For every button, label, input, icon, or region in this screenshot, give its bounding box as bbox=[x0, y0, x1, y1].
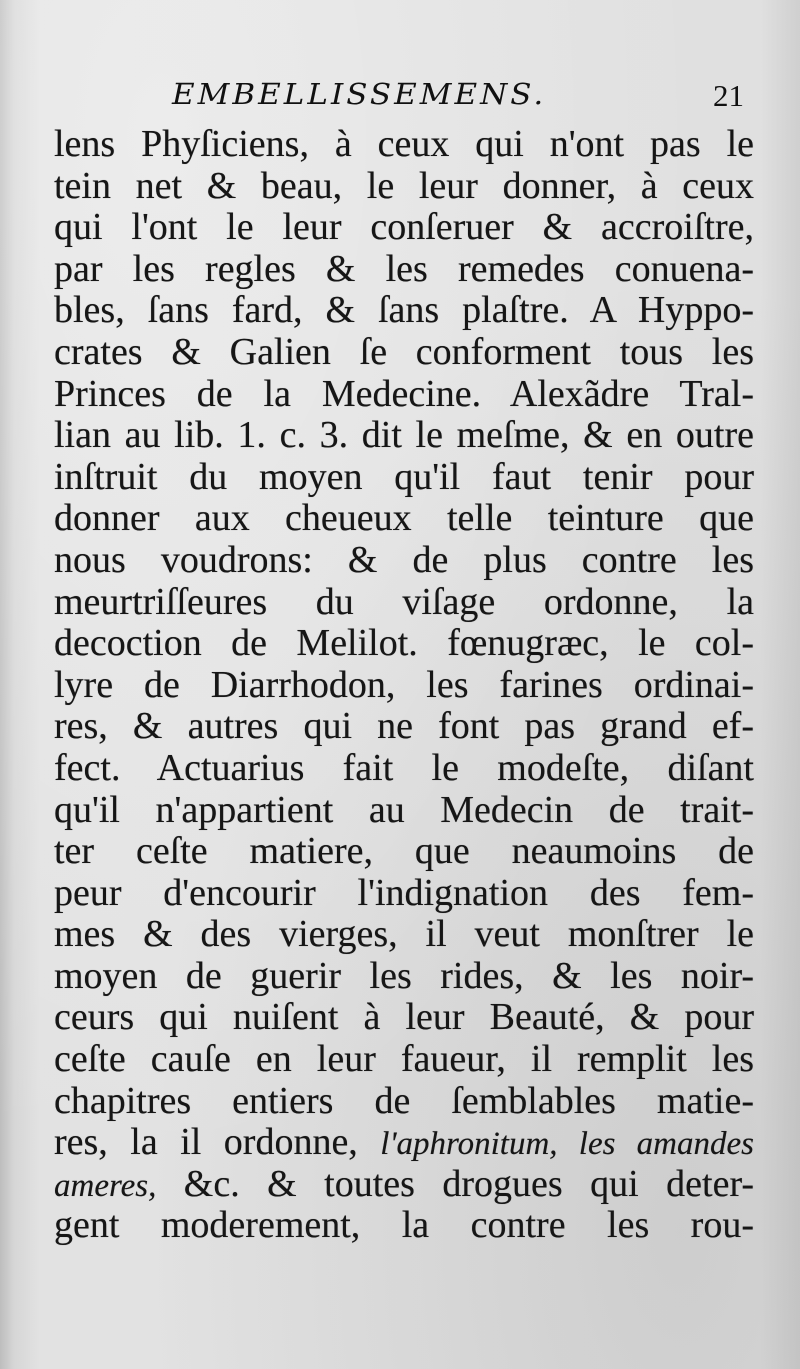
text-line: ceurs qui nuiſent à leur Beauté, & pour bbox=[54, 996, 754, 1039]
text-line: fect. Actuarius fait le modeſte, diſant bbox=[54, 746, 754, 789]
text-line: nous voudrons: & de plus contre les bbox=[54, 538, 754, 581]
plain-text: res, la il ordonne, bbox=[54, 1121, 358, 1164]
text-line: par les regles & les remedes conuena- bbox=[54, 247, 754, 290]
text-line: inſtruit du moyen qu'il faut tenir pour bbox=[54, 455, 754, 498]
text-line: ceſte cauſe en leur faueur, il remplit les bbox=[54, 1038, 754, 1081]
page-number: 21 bbox=[713, 78, 744, 113]
text-line: bles, ſans fard, & ſans plaſtre. A Hyppo- bbox=[54, 289, 754, 332]
text-line: res, & autres qui ne font pas grand ef- bbox=[54, 705, 754, 748]
plain-text: &c. & toutes drogues qui deter- bbox=[183, 1162, 754, 1205]
text-line: chapitres entiers de ſemblables matie- bbox=[54, 1079, 754, 1122]
italic-text: ameres, bbox=[54, 1167, 157, 1204]
text-line: tein net & beau, le leur donner, à ceux bbox=[54, 164, 754, 207]
text-line: donner aux cheueux telle teinture que bbox=[54, 497, 754, 540]
running-head bbox=[172, 78, 752, 118]
text-line: gent moderement, la contre les rou- bbox=[54, 1204, 754, 1247]
text-line: ter ceſte matiere, que neaumoins de bbox=[54, 830, 754, 873]
text-line: meurtriſſeures du viſage ordonne, la bbox=[54, 580, 754, 623]
text-line: lens Phyſiciens, à ceux qui n'ont pas le bbox=[54, 123, 754, 165]
text-line: qu'il n'appartient au Medecin de trait- bbox=[54, 788, 754, 831]
text-line: qui l'ont le leur conſeruer & accroiſtre, bbox=[54, 206, 754, 249]
text-line: decoction de Melilot. fœnugræc, le col- bbox=[54, 622, 754, 665]
text-line-mixed bbox=[54, 1164, 754, 1206]
text-line: lian au lib. 1. c. 3. dit le meſme, & en outre bbox=[54, 414, 754, 457]
text-line: lyre de Diarrhodon, les farines ordinai- bbox=[54, 663, 754, 706]
body-text bbox=[54, 124, 754, 1247]
text-line: Princes de la Medecine. Alexãdre Tral- bbox=[54, 372, 754, 415]
italic-text: l'aphronitum, les amandes bbox=[380, 1126, 754, 1163]
text-line: mes & des vierges, il veut monſtrer le bbox=[54, 913, 754, 956]
running-title: EMBELLISSEMENS. bbox=[172, 78, 547, 112]
text-line: crates & Galien ſe conforment tous les bbox=[54, 330, 754, 373]
text-line: peur d'encourir l'indignation des fem- bbox=[54, 871, 754, 914]
text-line: moyen de guerir les rides, & les noir- bbox=[54, 954, 754, 997]
text-line-mixed bbox=[54, 1122, 754, 1164]
